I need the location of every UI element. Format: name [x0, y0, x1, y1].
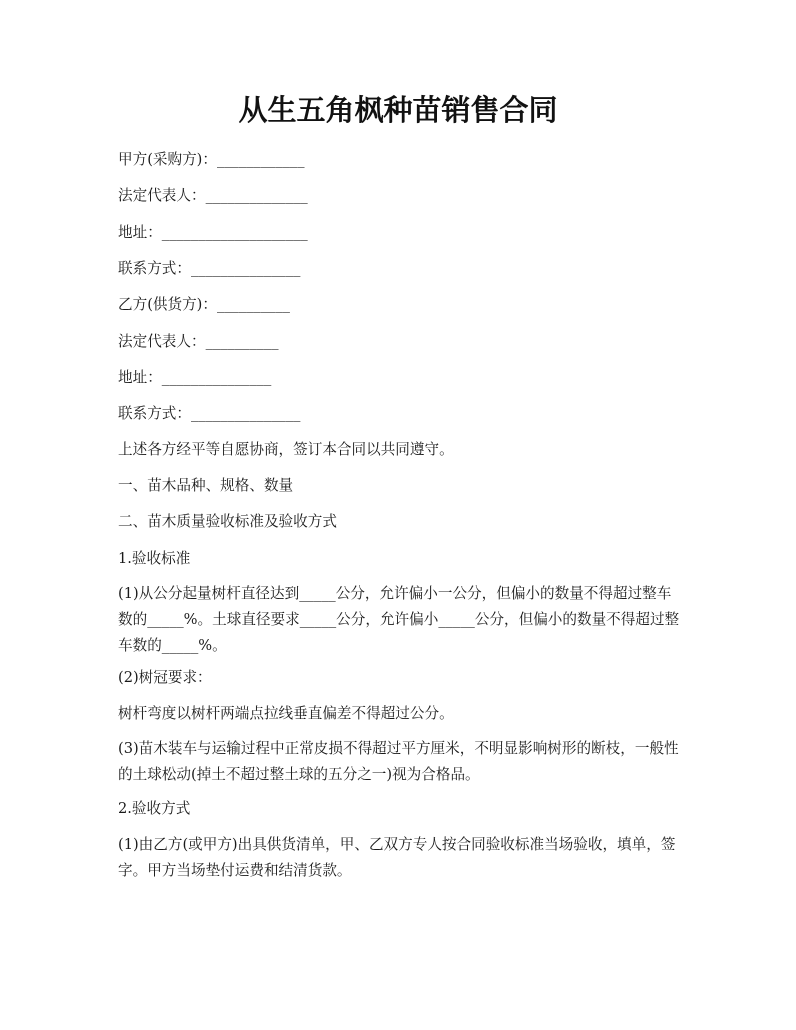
party-b-name-line: 乙方(供货方)：__________ [118, 296, 290, 313]
party-b-address-line: 地址：_______________ [118, 369, 272, 386]
preamble-text: 上述各方经平等自愿协商，签订本合同以共同遵守。 [118, 441, 454, 458]
clause-2-1: (1)由乙方(或甲方)出具供货清单，甲、乙双方专人按合同验收标准当场验收，填单，签字。甲方当场垫付运费和结清货款。 [118, 836, 676, 879]
document-title: 从生五角枫种苗销售合同 [238, 93, 558, 127]
clause-1-2-heading: (2)树冠要求： [118, 669, 212, 686]
subsection-heading-acceptance-method: 2.验收方式 [118, 800, 191, 817]
clause-1-2-text: 树杆弯度以树杆两端点拉线垂直偏差不得超过公分。 [118, 705, 454, 722]
party-b-contact-line: 联系方式：_______________ [118, 405, 301, 422]
party-a-name-line: 甲方(采购方)：____________ [118, 151, 305, 168]
section-heading-1: 一、苗木品种、规格、数量 [118, 477, 294, 494]
party-a-representative-line: 法定代表人：______________ [118, 187, 308, 204]
party-b-representative-line: 法定代表人：__________ [118, 333, 279, 350]
party-a-address-line: 地址：____________________ [118, 224, 308, 241]
subsection-heading-acceptance-standard: 1.验收标准 [118, 550, 191, 567]
clause-1-1: (1)从公分起量树杆直径达到_____公分，允许偏小一公分，但偏小的数量不得超过整车数的_____%。土球直径要求_____公分，允许偏小_____公分，但偏小的数量不得超过整车数的_____%。 [118, 585, 680, 654]
party-a-contact-line: 联系方式：_______________ [118, 260, 301, 277]
section-heading-2: 二、苗木质量验收标准及验收方式 [118, 513, 337, 530]
clause-1-3: (3)苗木装车与运输过程中正常皮损不得超过平方厘米，不明显影响树形的断枝，一般性的土球松动(掉土不超过整土球的五分之一)视为合格品。 [118, 740, 679, 783]
